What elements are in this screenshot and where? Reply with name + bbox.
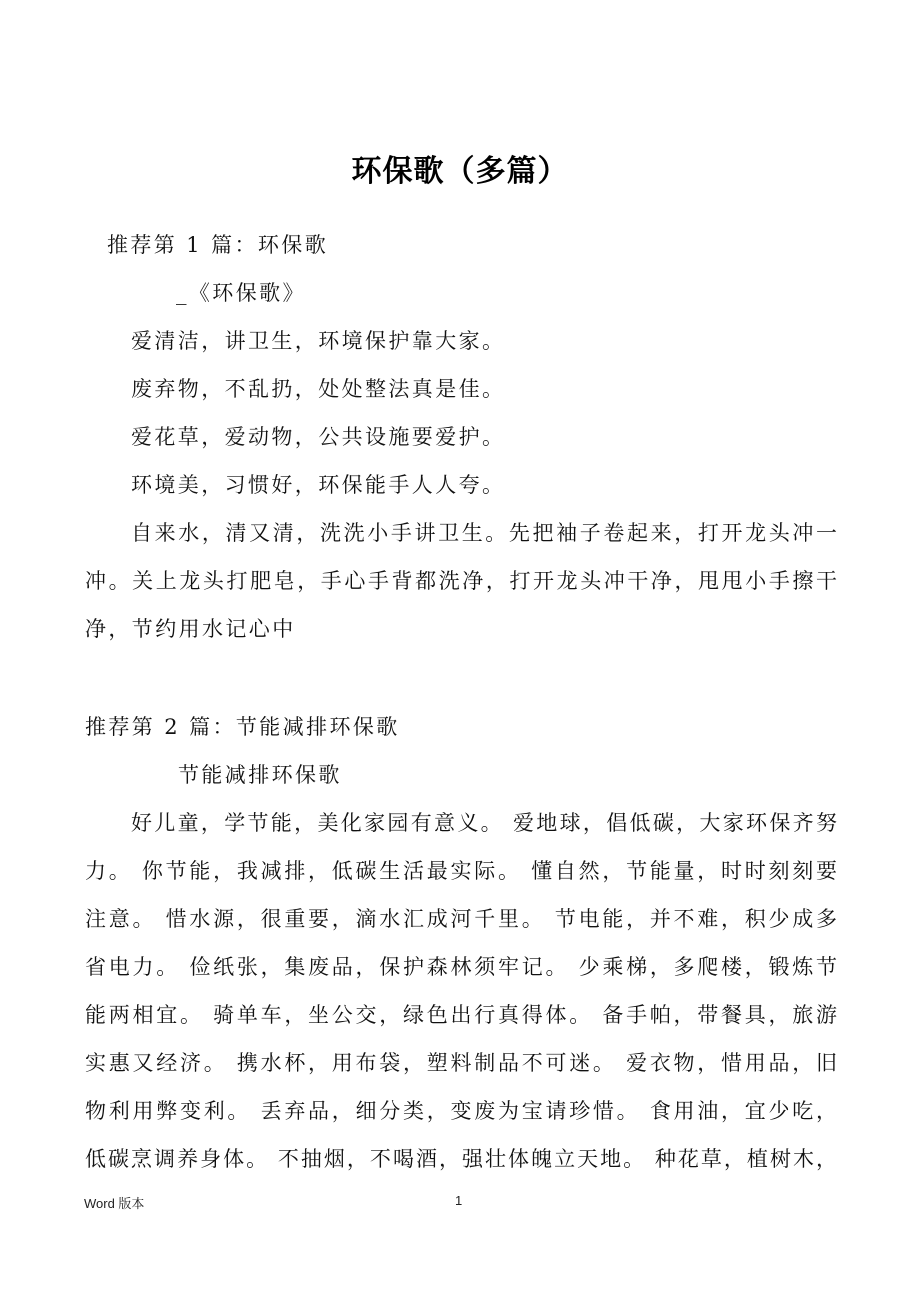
footer-label: Word 版本 bbox=[84, 1196, 145, 1211]
article2-paragraph-line-3: 注意。 惜水源，很重要，滴水汇成河千里。 节电能，并不难，积少成多 bbox=[85, 907, 837, 931]
article2-paragraph-line-8: 低碳烹调养身体。 不抽烟，不喝酒，强壮体魄立天地。 种花草，植树木， bbox=[85, 1147, 837, 1171]
article2-subtitle: 节能减排环保歌 bbox=[178, 763, 342, 787]
article1-paragraph-line-3: 净，节约用水记心中 bbox=[85, 617, 296, 641]
article2-paragraph-line-6: 实惠又经济。 携水杯，用布袋，塑料制品不可迷。 爱衣物，惜用品，旧 bbox=[85, 1051, 837, 1075]
article1-paragraph-line-2: 冲。关上龙头打肥皂，手心手背都洗净，打开龙头冲干净，甩甩小手擦干 bbox=[85, 569, 837, 593]
article1-line-1: 爱清洁，讲卫生，环境保护靠大家。 bbox=[131, 329, 506, 353]
article2-paragraph-line-5: 能两相宜。 骑单车，坐公交，绿色出行真得体。 备手帕，带餐具，旅游 bbox=[85, 1003, 837, 1027]
article1-subtitle: _《环保歌》 bbox=[176, 281, 306, 305]
article2-paragraph-line-7: 物利用弊变利。 丢弃品，细分类，变废为宝请珍惜。 食用油，宜少吃， bbox=[85, 1099, 837, 1123]
article2-heading: 推荐第 2 篇：节能减排环保歌 bbox=[85, 715, 400, 739]
article1-line-4: 环境美，习惯好，环保能手人人夸。 bbox=[131, 473, 506, 497]
article1-paragraph-line-1: 自来水，清又清，洗洗小手讲卫生。先把袖子卷起来，打开龙头冲一 bbox=[131, 521, 837, 545]
article1-line-2: 废弃物，不乱扔，处处整法真是佳。 bbox=[131, 377, 506, 401]
article2-paragraph-line-2: 力。 你节能，我减排，低碳生活最实际。 懂自然，节能量，时时刻刻要 bbox=[85, 859, 837, 883]
document-title: 环保歌（多篇） bbox=[351, 154, 569, 189]
article1-line-3: 爱花草，爱动物，公共设施要爱护。 bbox=[131, 425, 506, 449]
article1-heading: 推荐第 1 篇：环保歌 bbox=[107, 233, 329, 257]
article2-paragraph-line-4: 省电力。 俭纸张，集废品，保护森林须牢记。 少乘梯，多爬楼，锻炼节 bbox=[85, 955, 837, 979]
article2-paragraph-line-1: 好儿童，学节能，美化家园有意义。 爱地球，倡低碳，大家环保齐努 bbox=[131, 811, 837, 835]
page-number: 1 bbox=[455, 1193, 463, 1208]
